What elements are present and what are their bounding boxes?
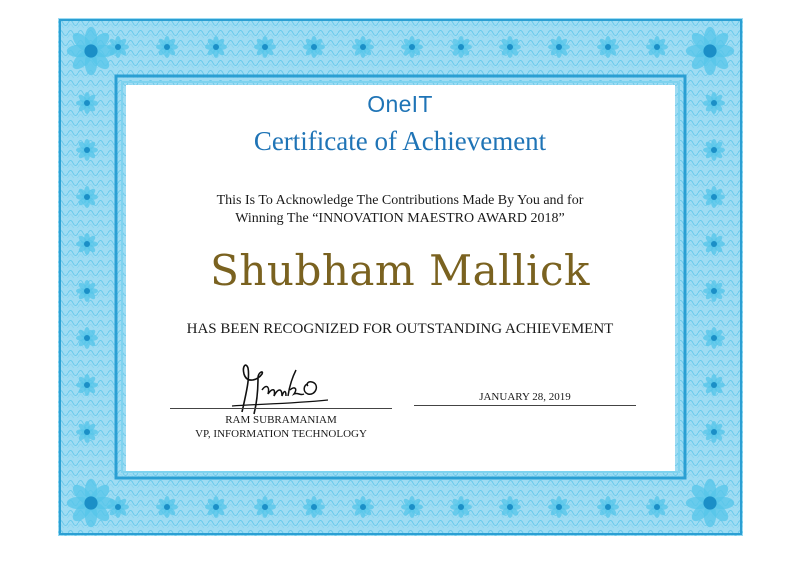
signatory-title: VP, INFORMATION TECHNOLOGY [195, 428, 367, 440]
border-rosette [646, 496, 668, 518]
brand-name: OneIT [367, 91, 433, 117]
border-rosette [548, 496, 570, 518]
border-rosette [597, 36, 619, 58]
award-date: JANUARY 28, 2019 [479, 391, 571, 403]
border-rosette [450, 496, 472, 518]
border-rosette [686, 27, 734, 75]
border-rosette [597, 496, 619, 518]
acknowledgement-line-1: This Is To Acknowledge The Contributions Made By You and for [216, 193, 584, 208]
border-rosette [303, 496, 325, 518]
border-rosette [205, 496, 227, 518]
border-rosette [254, 36, 276, 58]
border-rosette [450, 36, 472, 58]
border-rosette [352, 496, 374, 518]
border-rosette [67, 479, 115, 527]
date-line [414, 405, 636, 406]
border-rosette [703, 421, 725, 443]
border-rosette [401, 496, 423, 518]
border-rosette [548, 36, 570, 58]
border-rosette [703, 374, 725, 396]
border-rosette [352, 36, 374, 58]
border-rosette [76, 421, 98, 443]
recognition-statement: HAS BEEN RECOGNIZED FOR OUTSTANDING ACHIEVEMENT [186, 321, 614, 337]
border-rosette [303, 36, 325, 58]
signature-line [170, 408, 392, 409]
border-rosette [76, 374, 98, 396]
border-rosette [205, 36, 227, 58]
signatory-name: RAM SUBRAMANIAM [225, 414, 337, 426]
border-rosette [401, 36, 423, 58]
recipient-name: Shubham Mallick [210, 246, 590, 295]
border-rosette [156, 496, 178, 518]
border-rosette [156, 36, 178, 58]
border-rosette [67, 27, 115, 75]
border-rosette [499, 496, 521, 518]
border-rosette [499, 36, 521, 58]
handwritten-signature [228, 360, 336, 420]
border-rosette [686, 479, 734, 527]
border-rosette [254, 496, 276, 518]
border-rosette [646, 36, 668, 58]
acknowledgement-line-2: Winning The “INNOVATION MAESTRO AWARD 2018” [235, 211, 565, 226]
certificate-title: Certificate of Achievement [253, 126, 547, 156]
